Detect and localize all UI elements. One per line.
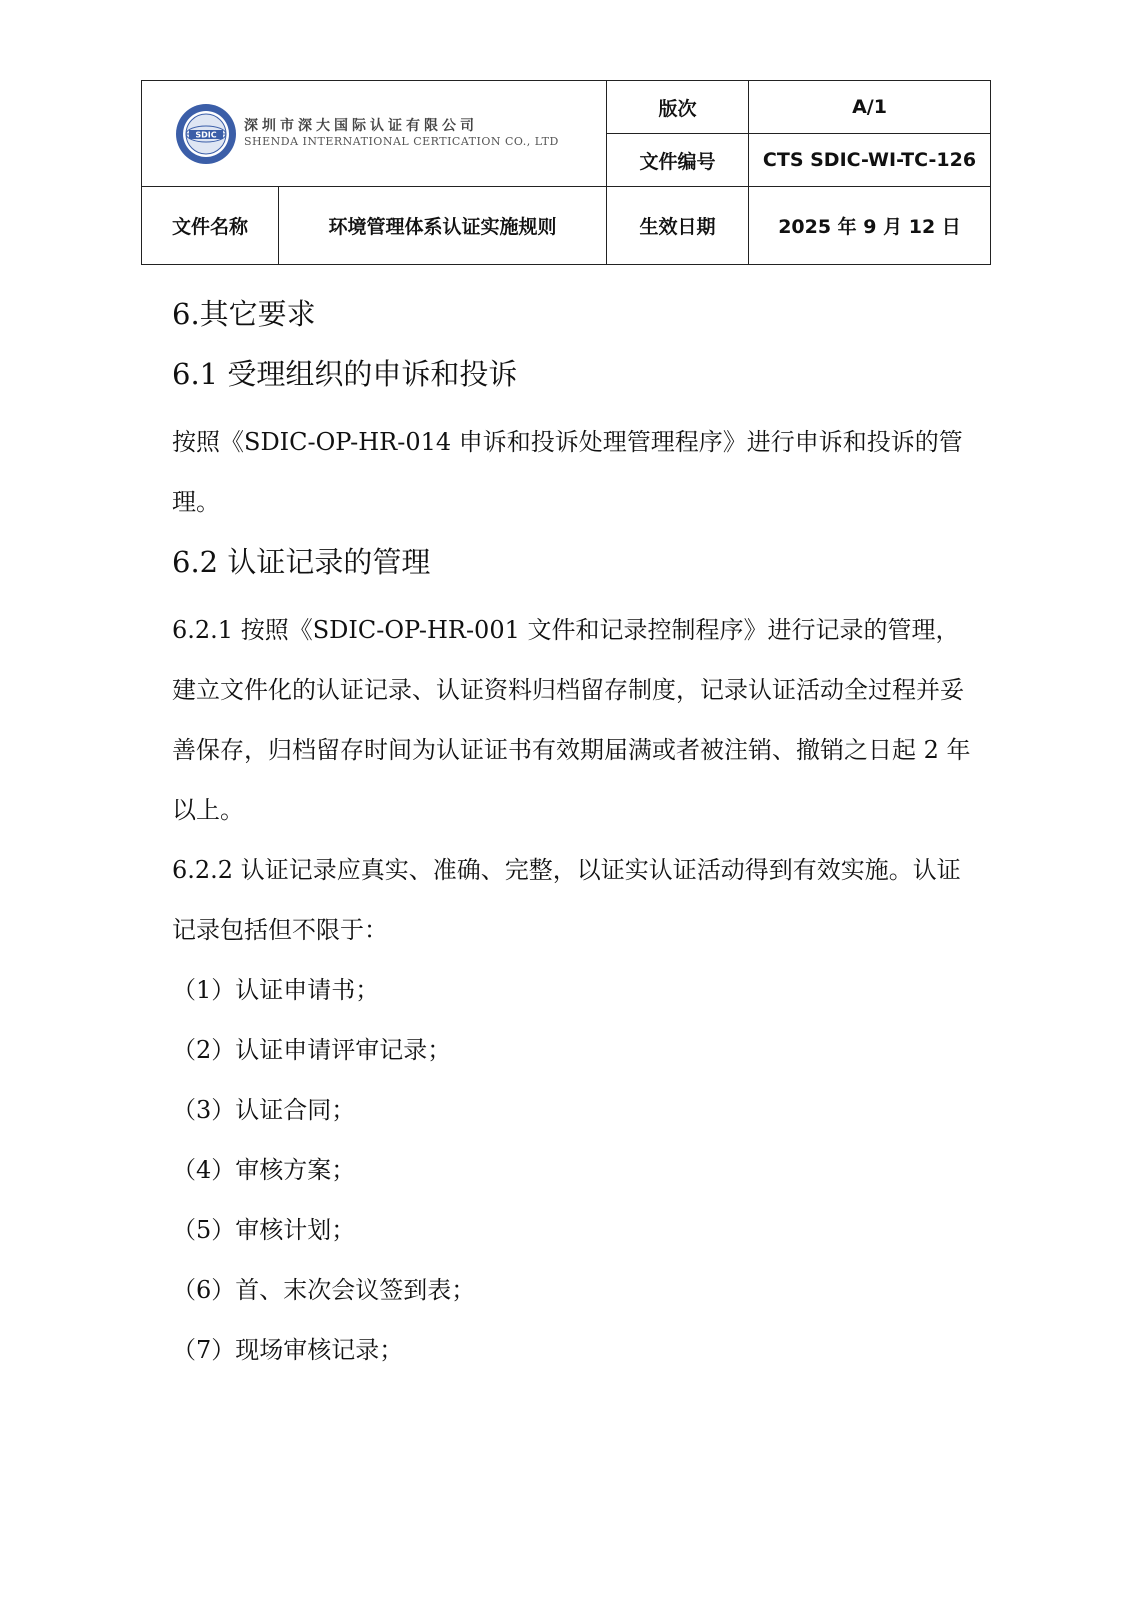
document-body: [172, 284, 972, 1380]
company-name-en: SHENDA INTERNATIONAL CERTICATION CO., LTD: [244, 135, 559, 149]
subsection-6-2-title: 6.2 认证记录的管理: [172, 545, 431, 579]
document-header-table: [141, 80, 991, 265]
effective-date-label: 生效日期: [607, 187, 749, 265]
clause-6-2-1-text: 6.2.1 按照《SDIC-OP-HR-001 文件和记录控制程序》进行记录的管理，建立文件化的认证记录、认证资料归档留存制度，记录认证活动全过程并妥善保存，归档留存时间为认证证书有效期届满或者被注销、撤销之日起 2 年以上。: [172, 616, 971, 824]
logo-cell: [142, 81, 607, 187]
record-list-item: （7）现场审核记录；: [172, 1336, 404, 1364]
record-list-item: （4）审核方案；: [172, 1156, 356, 1184]
section-title: 6.其它要求: [172, 297, 316, 331]
subsection-6-1-title: 6.1 受理组织的申诉和投诉: [172, 357, 518, 391]
record-list-item: （1）认证申请书；: [172, 976, 380, 1004]
version-value: A/1: [749, 81, 991, 134]
company-name-cn: 深圳市深大国际认证有限公司: [244, 117, 478, 134]
effective-date-value: 2025 年 9 月 12 日: [749, 187, 991, 265]
record-list-item: （6）首、末次会议签到表；: [172, 1276, 476, 1304]
subsection-6-1-text: 按照《SDIC-OP-HR-014 申诉和投诉处理管理程序》进行申诉和投诉的管理。: [172, 428, 963, 516]
company-logo-icon: [174, 102, 238, 166]
record-list-item: （3）认证合同；: [172, 1096, 356, 1124]
doc-number-value: CTS SDIC-WI-TC-126: [749, 134, 991, 187]
version-label: 版次: [607, 81, 749, 134]
logo-mark: SDIC: [195, 130, 217, 139]
doc-number-label: 文件编号: [607, 134, 749, 187]
record-list-item: （5）审核计划；: [172, 1216, 356, 1244]
doc-name-label: 文件名称: [142, 187, 279, 265]
record-list-item: （2）认证申请评审记录；: [172, 1036, 452, 1064]
clause-6-2-2-text: 6.2.2 认证记录应真实、准确、完整，以证实认证活动得到有效实施。认证记录包括但不限于：: [172, 856, 961, 944]
doc-name-value: 环境管理体系认证实施规则: [279, 187, 607, 265]
